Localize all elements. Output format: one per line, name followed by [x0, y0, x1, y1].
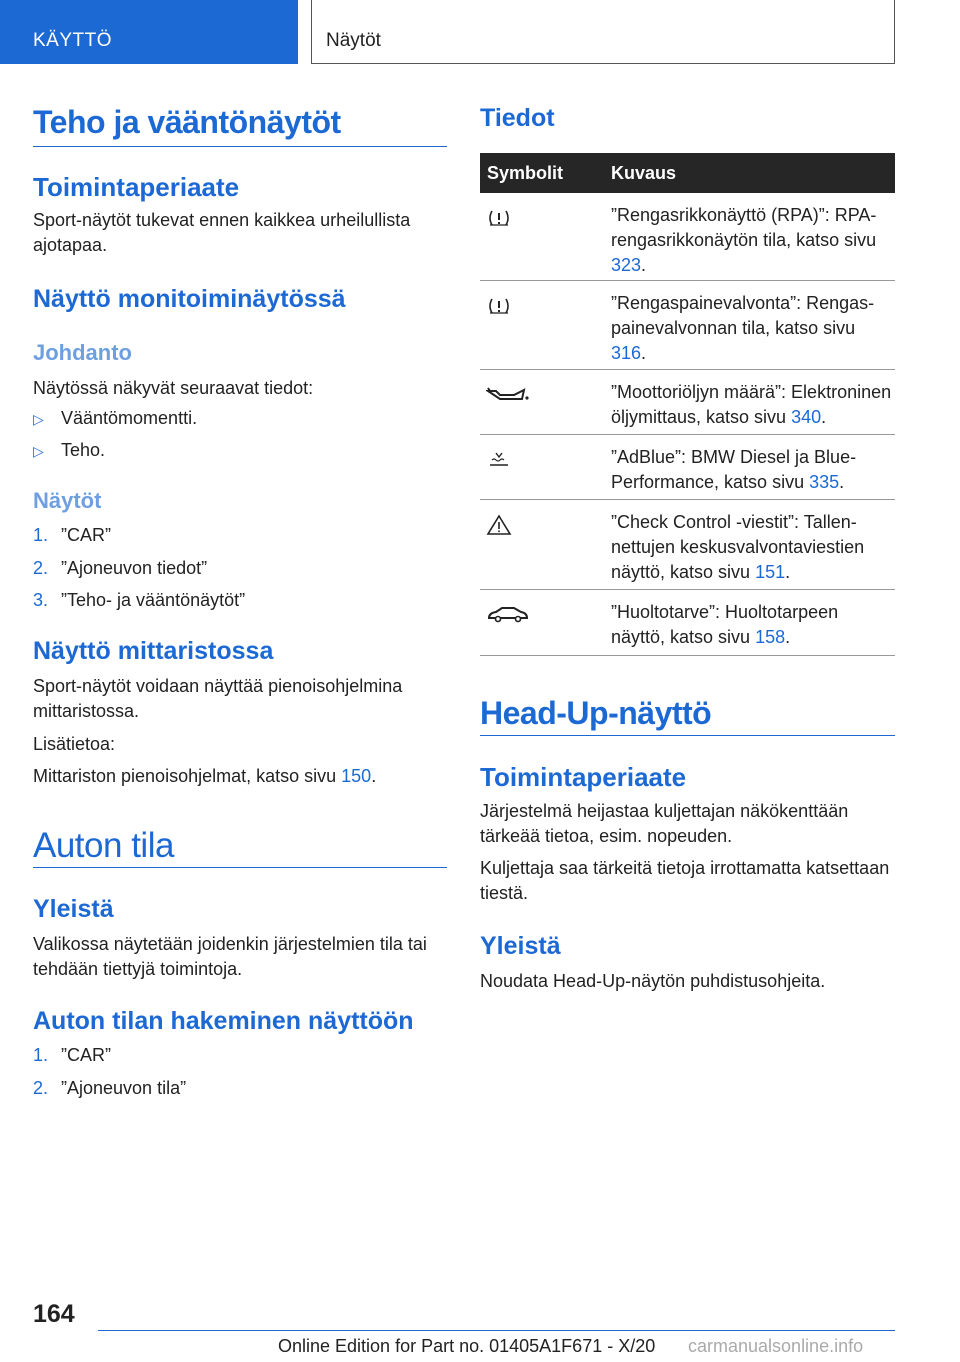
page-number: 164 [33, 1300, 75, 1328]
footer-edition: Online Edition for Part no. 01405A1F671 - X/20 [278, 1336, 656, 1356]
heading-vehicle-status: Auton tila [33, 826, 174, 865]
page-link[interactable]: 316 [611, 343, 642, 363]
service-car-icon [486, 604, 530, 626]
step-item: 1. ”CAR” [33, 1045, 111, 1065]
step-item: 2. ”Ajoneuvon tiedot” [33, 558, 208, 578]
heading-principle: Toimintaperiaate [33, 172, 240, 202]
list-item: ▷ Vääntömomentti. [33, 408, 198, 428]
more-info-ref: Mittariston pienoisohjelmat, katso sivu 150. [33, 766, 377, 786]
heading-callup: Auton tilan hakeminen näyttöön [33, 1007, 414, 1035]
step-item: 2. ”Ajoneuvon tila” [33, 1078, 187, 1098]
bullet-triangle-icon: ▷ [33, 443, 44, 459]
table-row [480, 193, 895, 281]
oil-can-icon [486, 384, 530, 406]
heading-power-torque: Teho ja vääntönäytöt [33, 104, 341, 140]
table-header [480, 153, 895, 193]
step-item: 1. ”CAR” [33, 525, 111, 545]
heading-general: Yleistä [33, 895, 114, 923]
page-link[interactable]: 158 [755, 627, 786, 647]
chapter-tab [311, 0, 895, 64]
list-item: ▷ Teho. [33, 440, 106, 460]
section-label: KÄYTTÖ [33, 30, 113, 51]
table-row [480, 370, 895, 435]
table-row [480, 500, 895, 590]
footer-rule [98, 1330, 895, 1331]
tire-pressure-monitor-icon [486, 295, 512, 317]
adblue-icon [486, 449, 512, 471]
row-description: ”Rengaspainevalvonta”: Rengaspainevalvonnan tila, katso sivu 316. [611, 293, 875, 363]
page-link[interactable]: 340 [791, 407, 822, 427]
heading-general-hud: Yleistä [480, 932, 561, 960]
page-link[interactable]: 323 [611, 255, 642, 275]
bullet-triangle-icon: ▷ [33, 411, 44, 427]
heading-intro: Johdanto [33, 340, 132, 365]
general-text: Valikossa näytetään joidenkin järjestelmien tila tai tehdään tiettyjä toimintoja. [33, 934, 427, 979]
page-link[interactable]: 151 [755, 562, 786, 582]
heading-rule [480, 735, 895, 736]
symbols-table [480, 153, 895, 656]
heading-head-up: Head-Up-näyttö [480, 695, 712, 731]
row-description: ”Moottoriöljyn määrä”: Elektroninen öljymittaus, katso sivu 340. [611, 382, 892, 427]
table-row [480, 435, 895, 500]
row-description: ”Huoltotarve”: Huoltotarpeen näyttö, katso sivu 158. [611, 602, 839, 647]
principle-text: Sport-näytöt tukevat ennen kaikkea urheilullista ajotapaa. [33, 210, 411, 255]
page-link[interactable]: 335 [809, 472, 840, 492]
chapter-label: Näytöt [326, 30, 381, 51]
row-description: ”Rengasrikkonäyttö (RPA)”: RPA-rengasrikkonäytön tila, katso sivu 323. [611, 205, 877, 275]
cluster-text: Sport-näytöt voidaan näyttää pienoisohjelmina mittaristossa. [33, 676, 403, 721]
intro-text: Näytössä näkyvät seuraavat tiedot: [33, 378, 314, 398]
heading-multi-display: Näyttö monitoiminäytössä [33, 285, 346, 313]
page-link[interactable]: 150 [341, 766, 372, 786]
column-header-description: Kuvaus [611, 163, 677, 183]
table-row [480, 281, 895, 370]
hud-text: Järjestelmä heijastaa kuljettajan näkökenttään tärkeää tietoa, esim. nopeuden. [480, 801, 849, 846]
heading-rule [33, 146, 447, 147]
step-item: 3. ”Teho- ja vääntönäytöt” [33, 590, 246, 610]
heading-cluster: Näyttö mittaristossa [33, 637, 274, 665]
tire-pressure-warning-icon [486, 207, 512, 229]
row-description: ”AdBlue”: BMW Diesel ja BluePerformance, katso sivu 335. [611, 447, 857, 492]
table-row [480, 590, 895, 656]
heading-rule [33, 867, 447, 868]
section-tab [0, 0, 298, 64]
warning-triangle-icon [486, 514, 512, 536]
hud-text: Kuljettaja saa tärkeitä tietoja irrottamatta katsettaan tiestä. [480, 858, 890, 903]
heading-displays: Näytöt [33, 488, 102, 513]
more-info-label: Lisätietoa: [33, 734, 116, 754]
row-description: ”Check Control -viestit”: Tallennettujen keskusvalvontaviestien näyttö, katso sivu 151. [611, 512, 865, 582]
column-header-symbols: Symbolit [487, 163, 564, 183]
heading-principle-hud: Toimintaperiaate [480, 762, 687, 792]
heading-info: Tiedot [480, 104, 555, 132]
watermark: carmanualsonline.info [688, 1336, 864, 1356]
hud-text: Noudata Head-Up-näytön puhdistusohjeita. [480, 971, 826, 991]
